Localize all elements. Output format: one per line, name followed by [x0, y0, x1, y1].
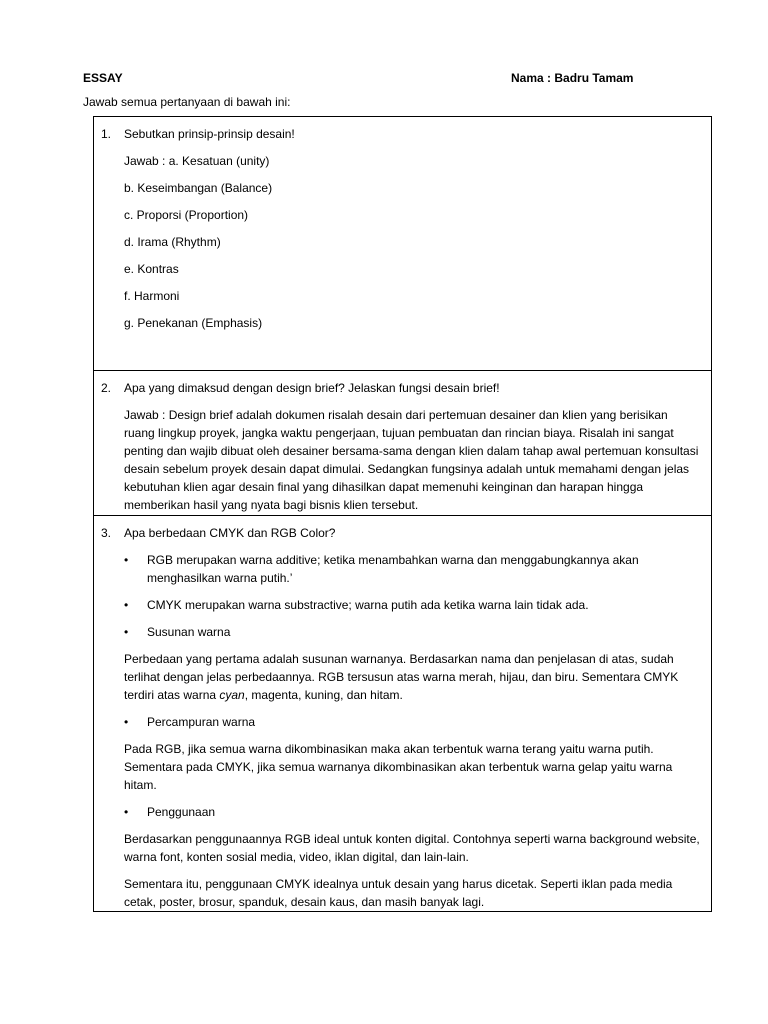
- answer-line: Jawab : a. Kesatuan (unity): [124, 154, 270, 168]
- question-number: 3.: [101, 526, 112, 540]
- answer-paragraph: Pada RGB, jika semua warna dikombinasikan maka akan terbentuk warna terang yaitu warna putih. Sementara pada CMYK, jika semua warnanya dikombinasikan akan terbentuk warna gelap yaitu warna hitam.: [124, 742, 673, 792]
- bullet-text: RGB merupakan warna additive; ketika menambahkan warna dan menggabungkannya akan menghasilkan warna putih.’: [147, 553, 639, 585]
- question-1: [101, 125, 701, 143]
- answer-1: [124, 152, 701, 332]
- answer-3-usage: [124, 830, 701, 911]
- answer-line: b. Keseimbangan (Balance): [124, 181, 273, 195]
- student-name: Nama : Badru Tamam: [511, 71, 634, 85]
- question-text: Apa berbedaan CMYK dan RGB Color?: [124, 526, 336, 540]
- paragraph-text: , magenta, kuning, dan hitam.: [244, 688, 403, 702]
- bullet-item: [124, 713, 701, 731]
- instruction-text: Jawab semua pertanyaan di bawah ini:: [83, 95, 291, 109]
- question-2: [101, 379, 701, 397]
- answer-line: g. Penekanan (Emphasis): [124, 316, 263, 330]
- paragraph-text: Perbedaan yang pertama adalah susunan warnanya. Berdasarkan nama dan penjelasan di atas, sudah terlihat dengan jelas perbedaannya. RGB tersusun atas warna merah, hijau, dan biru. Sementara CMYK terdiri atas warna: [124, 652, 679, 702]
- answer-paragraph: Sementara itu, penggunaan CMYK idealnya untuk desain yang harus dicetak. Seperti iklan pada media cetak, poster, brosur, spanduk, desain kaus, dan masih banyak lagi.: [124, 877, 673, 909]
- bullet-icon: •: [124, 715, 129, 729]
- question-1-cell: [94, 117, 711, 370]
- bullet-item: [124, 803, 701, 821]
- bullet-item: [124, 623, 701, 641]
- bullet-item: [124, 551, 701, 587]
- bullet-icon: •: [124, 625, 129, 639]
- answer-line: f. Harmoni: [124, 289, 180, 303]
- answer-line: d. Irama (Rhythm): [124, 235, 221, 249]
- question-text: Apa yang dimaksud dengan design brief? Jelaskan fungsi desain brief!: [124, 381, 500, 395]
- question-number: 2.: [101, 381, 112, 395]
- bullet-item: [124, 596, 701, 614]
- bullet-text: Penggunaan: [147, 805, 216, 819]
- answer-paragraph: Jawab : Design brief adalah dokumen risalah desain dari pertemuan desainer dan klien yang berisikan ruang lingkup proyek, jangka waktu pengerjaan, tujuan pembuatan dan rincian biaya. Risalah ini sangat penting dan wajib dibuat oleh desainer bersama-sama dengan klien dalam tahap awal pertemuan konsultasi desain sebelum proyek desain dapat dimulai. Sedangkan fungsinya adalah untuk memahami dengan jelas kebutuhan klien agar desain final yang dihasilkan dapat memenuhi keinginan dan harapan hingga memberikan hasil yang nyata bagi bisnis klien tersebut.: [124, 408, 699, 512]
- bullet-icon: •: [124, 553, 129, 567]
- essay-table: [93, 116, 712, 912]
- question-number: 1.: [101, 127, 112, 141]
- answer-paragraph: [124, 650, 701, 704]
- bullet-text: Susunan warna: [147, 625, 231, 639]
- answer-2: [124, 406, 701, 514]
- question-3-cell: [94, 515, 711, 911]
- answer-line: c. Proporsi (Proportion): [124, 208, 249, 222]
- italic-term: cyan: [219, 688, 245, 702]
- bullet-icon: •: [124, 805, 129, 819]
- answer-paragraph: Berdasarkan penggunaannya RGB ideal untuk konten digital. Contohnya seperti warna background website, warna font, konten sosial media, video, iklan digital, dan lain-lain.: [124, 832, 700, 864]
- question-2-cell: [94, 370, 711, 515]
- document-title: ESSAY: [83, 71, 123, 85]
- answer-3: [124, 650, 701, 704]
- question-3: [101, 524, 701, 542]
- bullet-text: Percampuran warna: [147, 715, 256, 729]
- answer-3-mixing: [124, 740, 701, 794]
- bullet-text: CMYK merupakan warna substractive; warna putih ada ketika warna lain tidak ada.: [147, 598, 589, 612]
- answer-line: e. Kontras: [124, 262, 179, 276]
- question-text: Sebutkan prinsip-prinsip desain!: [124, 127, 295, 141]
- bullet-icon: •: [124, 598, 129, 612]
